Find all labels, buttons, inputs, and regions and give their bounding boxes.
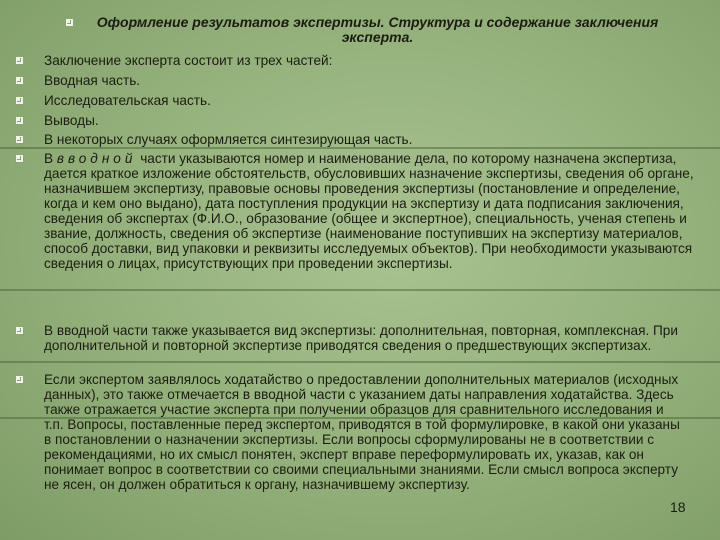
bullet-icon <box>15 326 24 335</box>
bullet-icon <box>15 154 24 163</box>
bullet-icon <box>15 56 24 65</box>
list-item <box>44 113 696 128</box>
bullet-icon <box>15 116 24 125</box>
list-item-text: Выводы. <box>44 113 99 128</box>
slide-title-text: Оформление результатов экспертизы. Структура и содержание заключения эксперта. <box>96 14 659 45</box>
decorative-stripe <box>0 289 720 291</box>
list-item <box>44 53 696 68</box>
bullet-icon <box>15 96 24 105</box>
list-item <box>44 93 696 108</box>
list-item <box>44 372 680 492</box>
list-item <box>44 323 696 353</box>
slide-title <box>70 15 685 45</box>
bullet-icon <box>15 135 24 144</box>
list-item-text: Исследовательская часть. <box>44 93 211 108</box>
bullet-icon <box>15 76 24 85</box>
intro-text: части указываются номер и наименование дела, по которому назначена экспертиза, дается краткое изложение обстоятельств, обусловивших назначение экспертизы, сведения об органе, назначившем экспертизу, правовые основы проведения экспертизы (постановление и определение, когда и кем оно выдано), дата поступления продукции на экспертизу и дата подписания заключения, сведения об экспертах (Ф.И.О., образование (общее и экспертное), специальность, ученая степень и звание, должность, сведения об экспертизе (наименование поступивших на экспертизу материалов, способ доставки, вид упаковки и реквизиты исследуемых объектов). При необходимости указываются сведения о лицах, присутствующих при проведении экспертизы. <box>44 151 694 271</box>
list-item-text: В некоторых случаях оформляется синтезирующая часть. <box>44 132 413 147</box>
intro-paragraph <box>44 151 696 271</box>
page-number: 18 <box>670 499 686 515</box>
list-item-text: Если экспертом заявлялось ходатайство о предоставлении дополнительных материалов (исходных данных), это также отмечается в вводной части с указанием даты направления ходатайства. Здесь также отражается участие эксперта при получении образцов для сравнительного исследования и т.п. Вопросы, поставленные перед экспертом, приводятся в той формулировке, в какой они указаны в постановлении о назначении экспертизы. Если вопросы сформулированы не в соответствии с рекомендациями, но их смысл понятен, эксперт вправе переформулировать их, указав, как он понимает вопрос в соответствии со своими специальными знаниями. Если смысл вопроса эксперту не ясен, он должен обратиться к органу, назначившему экспертизу. <box>44 372 680 492</box>
list-item <box>44 73 696 88</box>
decorative-stripe <box>0 361 720 363</box>
bullet-icon <box>15 375 24 384</box>
list-item-text: Вводная часть. <box>44 73 141 88</box>
list-item-text: Заключение эксперта состоит из трех частей: <box>44 53 333 68</box>
list-item <box>44 132 696 147</box>
intro-emphasis: вводной <box>56 151 137 166</box>
bullet-icon <box>65 18 74 27</box>
list-item-text: В вводной части также указывается вид экспертизы: дополнительная, повторная, комплексная. При дополнительной и повторной экспертизе приводятся сведения о предшествующих экспертизах. <box>44 323 678 353</box>
intro-prefix: В <box>44 151 54 166</box>
decorative-stripe <box>0 147 720 149</box>
